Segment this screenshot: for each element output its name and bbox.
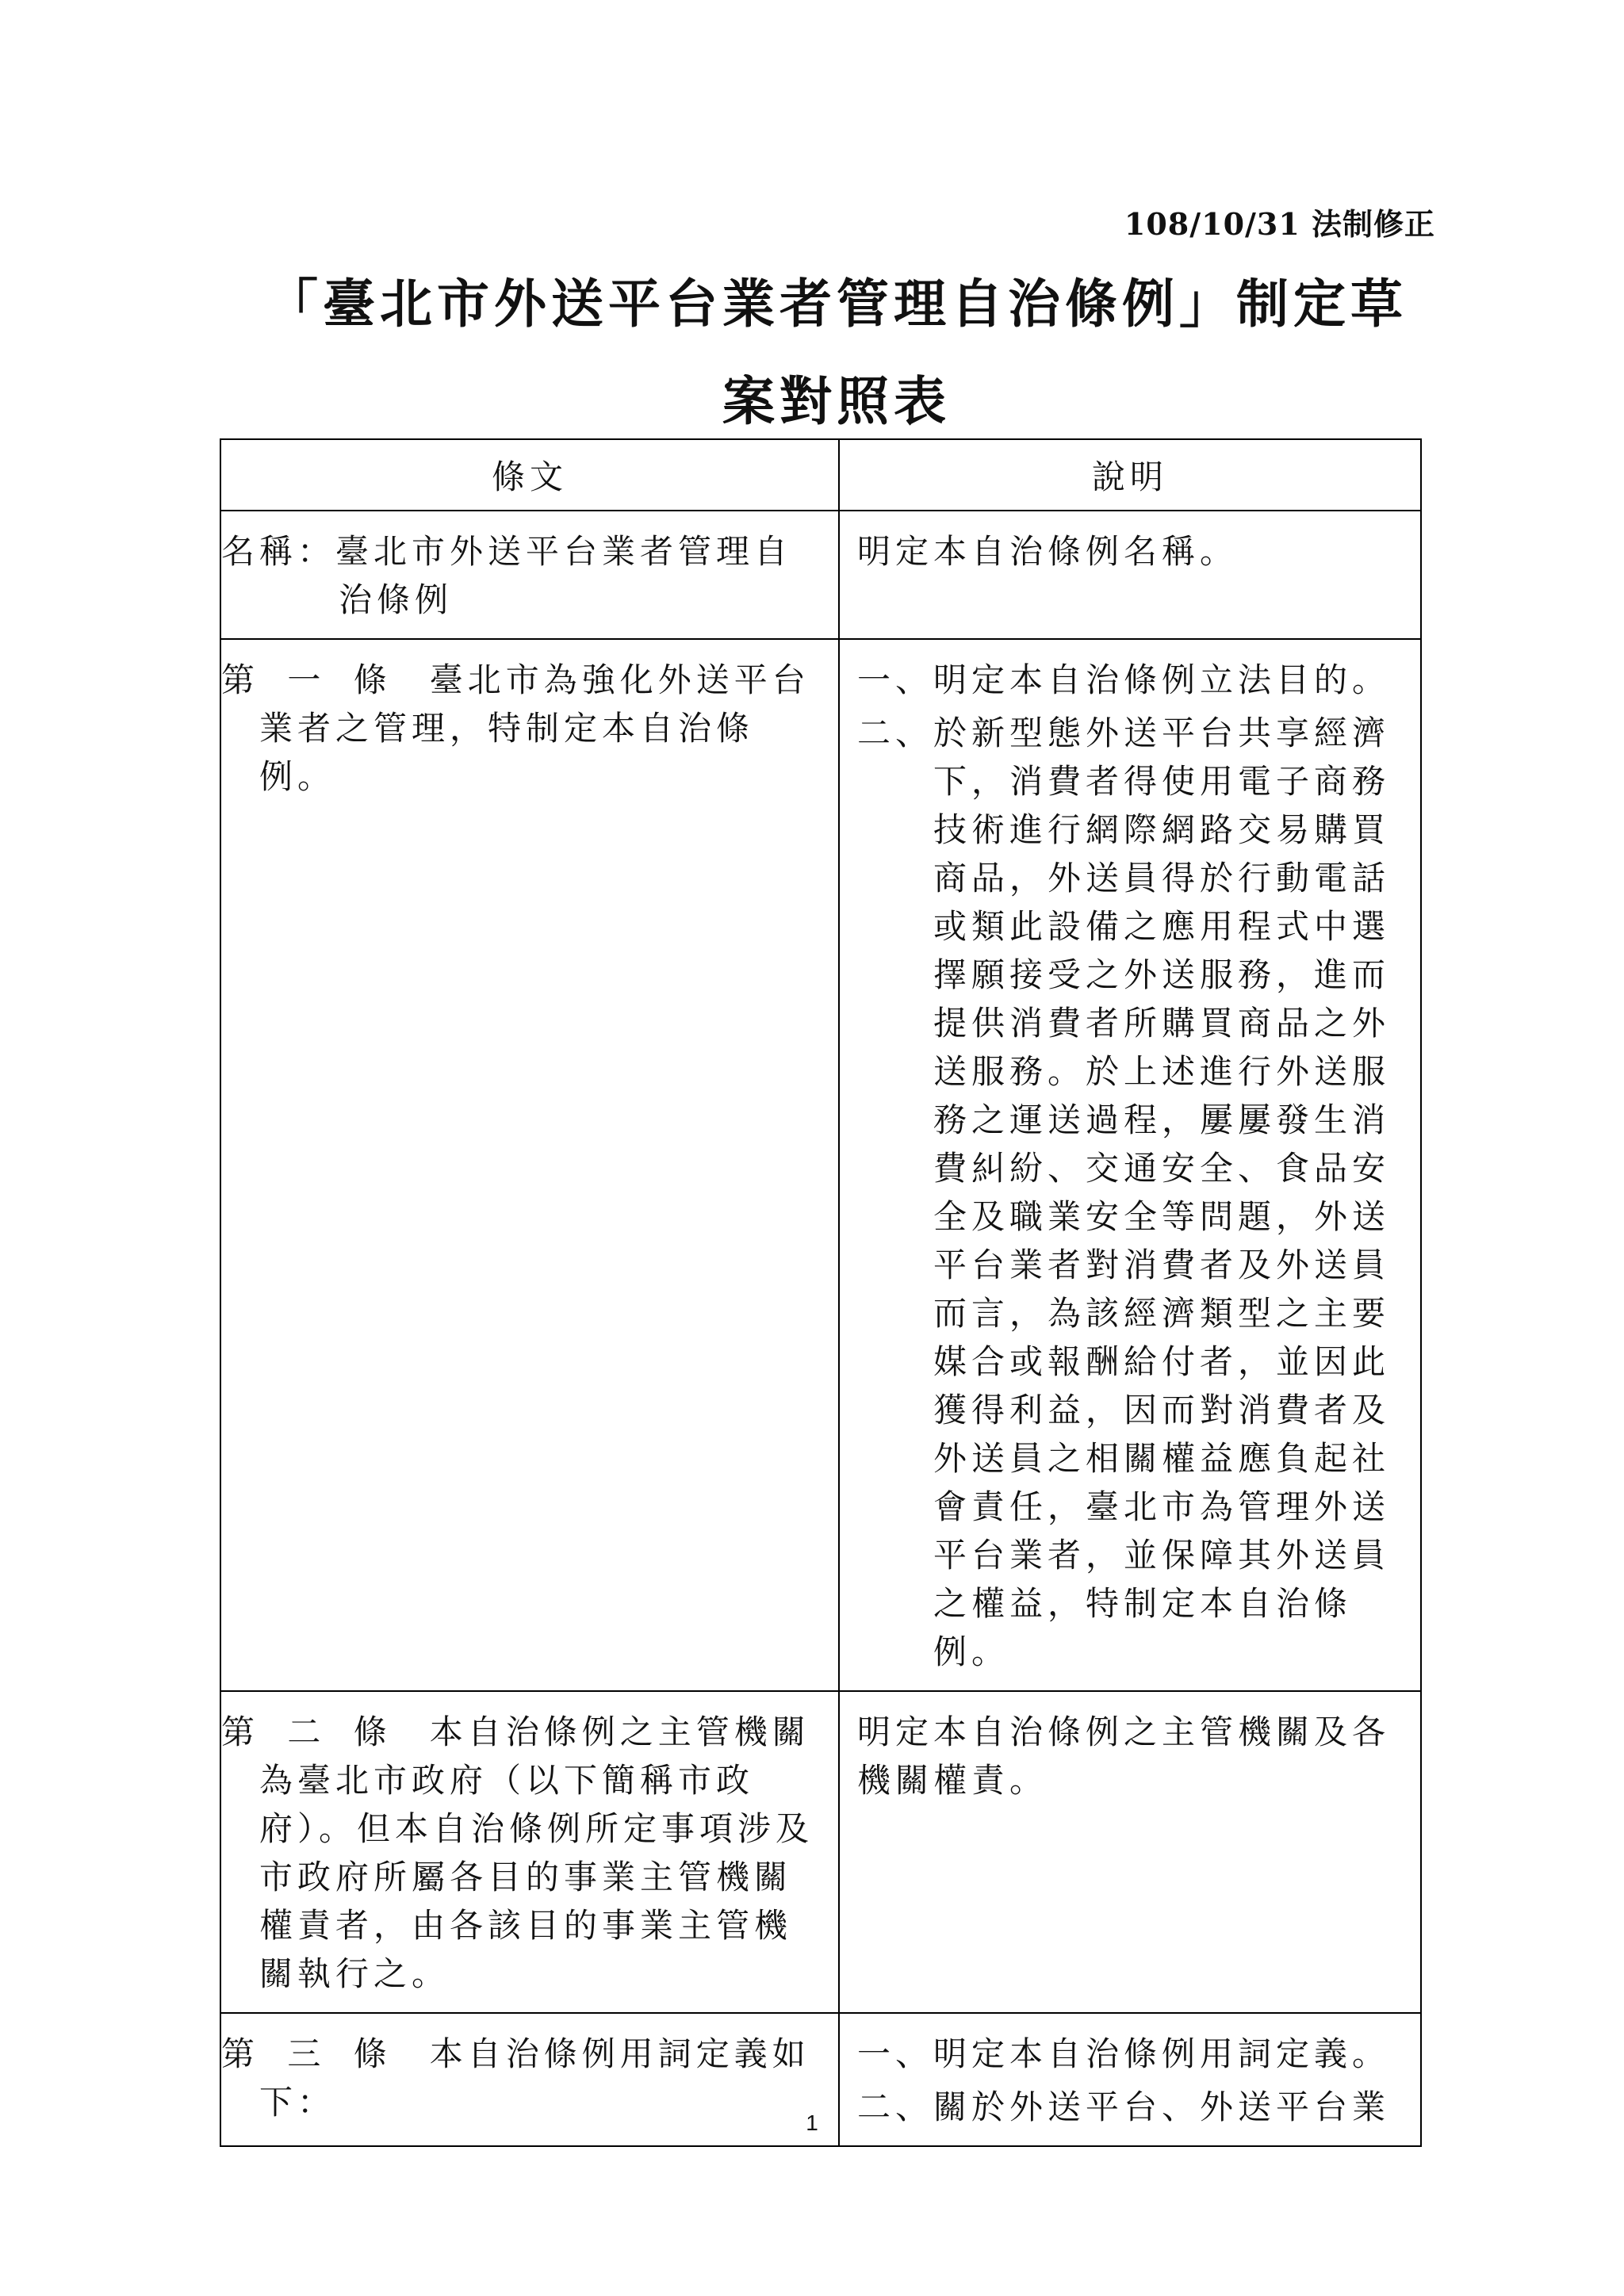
article-label: 第 二 條 [221, 1712, 398, 1751]
article-label: 第 三 條 [221, 2034, 398, 2073]
document-title: 「臺北市外送平台業者管理自治條例」制定草案對照表 [266, 273, 1408, 432]
revision-date-note: 108/10/31 法制修正 [1124, 206, 1435, 242]
article-text: 臺北市為強化外送平台業者之管理，特制定本自治條例。 [259, 660, 810, 796]
table-row [220, 1691, 1421, 2013]
article-text: 本自治條例之主管機關為臺北市政府（以下簡稱市政府）。但本自治條例所定事項涉及市政府所屬各目的事業主管機關權責者，由各該目的事業主管機關執行之。 [259, 1712, 814, 1993]
explanation-item: 二、於新型態外送平台共享經濟下，消費者得使用電子商務技術進行網際網路交易購買商品，外送員得於行動電話或類此設備之應用程式中選擇願接受之外送服務，進而提供消費者所購買商品之外送服務。於上述進行外送服務之運送過程，屢屢發生消費糾紛、交通安全、食品安全及職業安全等問題，外送平台業者對消費者及外送員而言，為該經濟類型之主要媒合或報酬給付者，並因此獲得利益，因而對消費者及外送員之相關權益應負起社會責任，臺北市為管理外送平台業者，並保障其外送員之權益，特制定本自治條例。 [857, 714, 1391, 1671]
table-header-row [220, 439, 1421, 511]
article-label: 第 一 條 [221, 660, 398, 699]
explanation-cell [839, 639, 1421, 1691]
explanation-item: 明定本自治條例之主管機關及各機關權責。 [857, 1712, 1391, 1800]
article-text: 臺北市外送平台業者管理自治條例 [335, 532, 793, 619]
article-label: 名稱： [221, 532, 336, 571]
explanation-item: 一、明定本自治條例立法目的。 [857, 660, 1391, 699]
explanation-cell [839, 511, 1421, 639]
table-row [220, 511, 1421, 639]
explanation-item: 二、關於外送平台、外送平台業 [857, 2087, 1391, 2126]
article-cell [220, 639, 839, 1691]
explanation-item: 明定本自治條例名稱。 [857, 532, 1239, 571]
column-header-explanation: 說明 [839, 439, 1421, 511]
column-header-article: 條文 [220, 439, 839, 511]
article-cell [220, 1691, 839, 2013]
article-text: 本自治條例用詞定義如下： [259, 2034, 810, 2122]
explanation-cell [839, 1691, 1421, 2013]
explanation-item: 一、明定本自治條例用詞定義。 [857, 2034, 1391, 2073]
page-number: 1 [806, 2110, 818, 2135]
article-cell [220, 511, 839, 639]
comparison-table [220, 438, 1422, 2147]
table-row [220, 639, 1421, 1691]
